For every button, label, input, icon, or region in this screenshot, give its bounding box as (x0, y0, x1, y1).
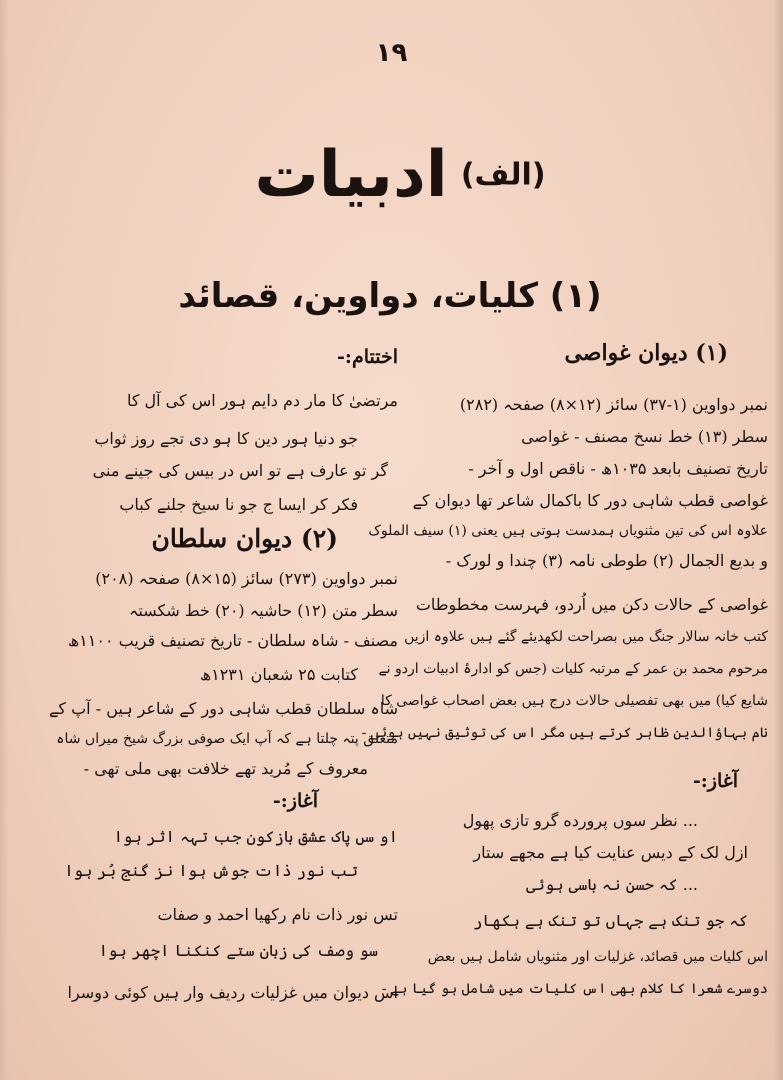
verse-line: ازل لک کے دیس عنایت کیا ہے مجھے ستار (473, 843, 748, 862)
text-line: متعلق پتہ چلتا ہے کہ آپ ایک صوفی بزرگ شیخ میراں شاہ (56, 731, 398, 747)
text-line: معروف کے مُرید تھے خلافت بھی ملی تھی - (83, 759, 368, 778)
text-line: غواصی قطب شاہی دور کا باکمال شاعر تھا دیوان کے (412, 491, 768, 510)
page-edge-left (0, 0, 8, 1080)
text-line: اس دیوان میں غزلیات ردیف وار ہیں کوئی دوسرا (67, 983, 398, 1002)
text-line: کتابت ۲۵ شعبان ۱۲۳۱ھ (199, 665, 358, 684)
text-line: مصنف - شاہ سلطان - تاریخ تصنیف قریب ۱۱۰۰ھ (67, 631, 398, 650)
text-line: شاہ سلطان قطب شاہی دور کے شاعر ہیں - آپ کے (49, 699, 398, 718)
text-line: دوسرے شعرا کا کلام بھی اس کلیات میں شامل ہو گیا ہے - (381, 981, 768, 997)
page-edge-right (773, 0, 783, 1080)
right-column-heading: (۱) دیوان غواصی (564, 340, 728, 366)
verse-line: ... نظر سوں پرورده گرو تازی پھول (462, 811, 698, 830)
text-line: علاوہ اس کی تین مثنویاں ہمدست ہوتی ہیں یعنی (۱) سیف الملوک (368, 523, 768, 539)
closing-label: اختتام:- (337, 346, 398, 368)
text-line: نمبر دواوین (۲۷۳) سائز (۱۵×۸) صفحہ (۲۰۸) (95, 569, 398, 588)
text-line: مرحوم محمد بن عمر کے مرتبہ کلیات (جس کو ادارۂ ادبیات اردو نے (378, 661, 768, 677)
verse-line: گر تو عارف ہے تو اس در بیس کی جینے منی (92, 461, 388, 480)
subsection-heading: (۲) دیوان سلطان (151, 524, 338, 553)
verse-line: سو وصف کی زبان ستے کنکنا اچھر ہوا (98, 941, 378, 960)
text-line: نام بہاؤالدین ظاہر کرتے ہیں مگر اس کی توثیق نہیں ہوئی - (361, 725, 768, 741)
verse-line: او سں پاک عشق بازکون جب تہہ اثر ہوا (113, 827, 398, 846)
opening-label: آغاز:- (692, 770, 738, 792)
text-line: نمبر دواوین (۱-۳۷) سائز (۱۲×۸) صفحہ (۲۸۲) (459, 395, 768, 414)
text-line: غواصی کے حالات دکن میں اُردو، فہرست مخطوطات (415, 595, 768, 614)
verse-line: تب نور ذات جوش ہوا نز گنج بُر ہوا (64, 861, 358, 880)
verse-line: ... کہ حسن نہ باسی ہوئی (526, 875, 698, 894)
section-heading: (۱) کلیات، دواوین، قصائد (178, 276, 602, 316)
text-line: تاریخ تصنیف بابعد ۱۰۳۵ھ - ناقص اول و آخر - (468, 459, 768, 478)
main-title (230, 138, 570, 212)
verse-line: جو دنیا ہور دین کا ہو دی تجے روز ثواب (94, 429, 358, 448)
text-line: کتب خانہ سالار جنگ میں بصراحت لکھدیئے گئے ہیں علاوہ ازیں (404, 629, 768, 645)
title-text: ادبیات (254, 138, 448, 212)
text-line: سطر متن (۱۲) حاشیہ (۲۰) خط شکستہ (129, 601, 398, 620)
verse-line: کہ جو تنک ہے جہاں تو تنک ہے ہکھار (472, 911, 748, 930)
opening-label: آغاز:- (272, 790, 318, 812)
page-number: ١٩ (375, 38, 408, 68)
text-line: اس کلیات میں قصائد، غزلیات اور مثنویاں شامل ہیں بعض (427, 949, 768, 965)
title-prefix: (الف) (460, 157, 546, 193)
verse-line: تس نور ذات نام رکھیا احمد و صفات (157, 905, 398, 924)
verse-line: فکر کر ایسا ج جو نا سیخ جلنے کباب (119, 495, 358, 514)
text-line: سطر (۱۳) خط نسخ مصنف - غواصی (521, 427, 768, 446)
text-line: و بدیع الجمال (۲) طوطی نامہ (۳) چندا و لورک - (445, 551, 768, 570)
text-line: شایع کیا) میں بھی تفصیلی حالات درج ہیں بعض اصحاب غواصی کا (380, 693, 768, 709)
verse-line: مرتضیٰ کا مار دم دایم ہور اس کی آل کا (126, 391, 398, 410)
